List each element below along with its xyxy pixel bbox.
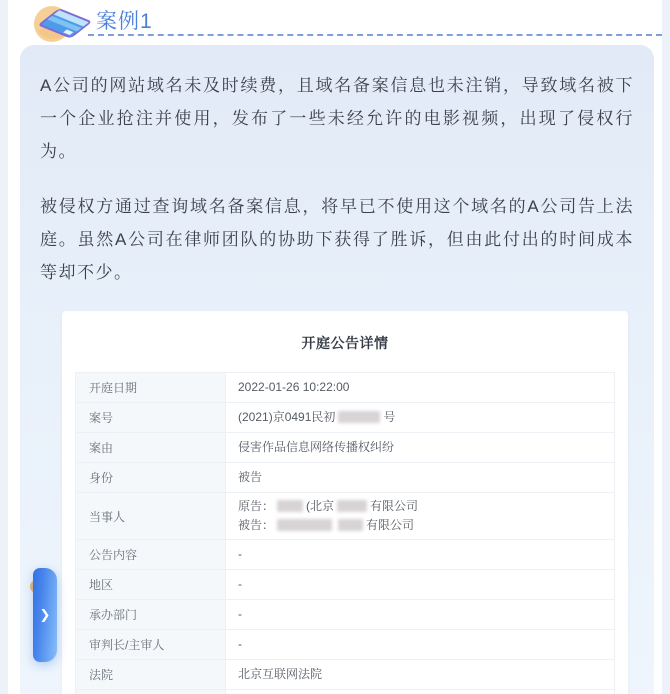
value-text: 有限公司 [366,518,415,532]
row-label: 审判长/主审人 [76,630,226,659]
left-edge-strip [0,0,8,694]
isometric-phone-icon [28,1,98,44]
value-text: 原告： [238,499,275,513]
table-row [76,660,614,690]
row-label: 身份 [76,463,226,492]
value-text: 被告： [238,518,275,532]
right-edge-strip [662,0,670,694]
article-body [20,45,654,289]
table-row [76,493,614,540]
row-label: 当事人 [76,493,226,539]
row-label: 案号 [76,403,226,432]
table-row [76,463,614,493]
value-text: - [238,577,242,591]
row-label: 开庭日期 [76,373,226,402]
redacted-text [338,519,363,531]
row-value [226,373,614,402]
redacted-text [277,500,303,512]
court-notice-card [62,311,628,694]
redacted-text [338,411,380,423]
chevron-right-icon: ❯ [39,607,51,622]
value-text: 北京互联网法院 [238,667,323,681]
row-value [226,433,614,462]
row-label: 案由 [76,433,226,462]
value-text: (2021)京0491民初 [238,410,336,424]
table-row [76,433,614,463]
paragraph: 被侵权方通过查询域名备案信息，将早已不使用这个域名的A公司告上法庭。虽然A公司在律师团队的协助下获得了胜诉，但由此付出的时间成本等却不少。 [40,197,634,282]
row-value [226,570,614,599]
row-label: 公告内容 [76,540,226,569]
value-text: 被告 [238,470,263,484]
row-value [226,493,614,539]
notice-title: 开庭公告详情 [301,335,389,351]
row-value [226,630,614,659]
value-text: - [238,547,242,561]
row-value [226,600,614,629]
redacted-text [337,500,367,512]
row-value [226,660,614,689]
redacted-text [277,519,332,531]
table-row [76,600,614,630]
value-text: 有限公司 [370,499,419,513]
row-label: 地区 [76,570,226,599]
value-text: 号 [383,410,396,424]
value-text: (北京 [306,499,335,513]
table-row [76,570,614,600]
value-text: 2022-01-26 10:22:00 [238,380,350,394]
section-title: 案例1 [96,10,153,33]
row-value [226,403,614,432]
notice-table [75,372,615,694]
row-value [226,690,614,694]
content-card [20,45,654,694]
row-label: 承办部门 [76,600,226,629]
row-label [76,690,226,694]
table-row [76,403,614,433]
table-row [76,373,614,403]
section-header [20,0,662,45]
table-row [76,690,614,694]
paragraph: A公司的网站域名未及时续费，且域名备案信息也未注销，导致域名被下一个企业抢注并使用，发布了一些未经允许的电影视频，出现了侵权行为。 [40,76,634,161]
row-value [226,540,614,569]
row-value [226,463,614,492]
row-label: 法院 [76,660,226,689]
value-text: 侵害作品信息网络传播权纠纷 [238,440,395,454]
value-text: - [238,607,242,621]
expand-side-button[interactable] [33,568,57,662]
title-dashed-underline [88,34,662,36]
value-text: - [238,637,242,651]
table-row [76,540,614,570]
table-row [76,630,614,660]
